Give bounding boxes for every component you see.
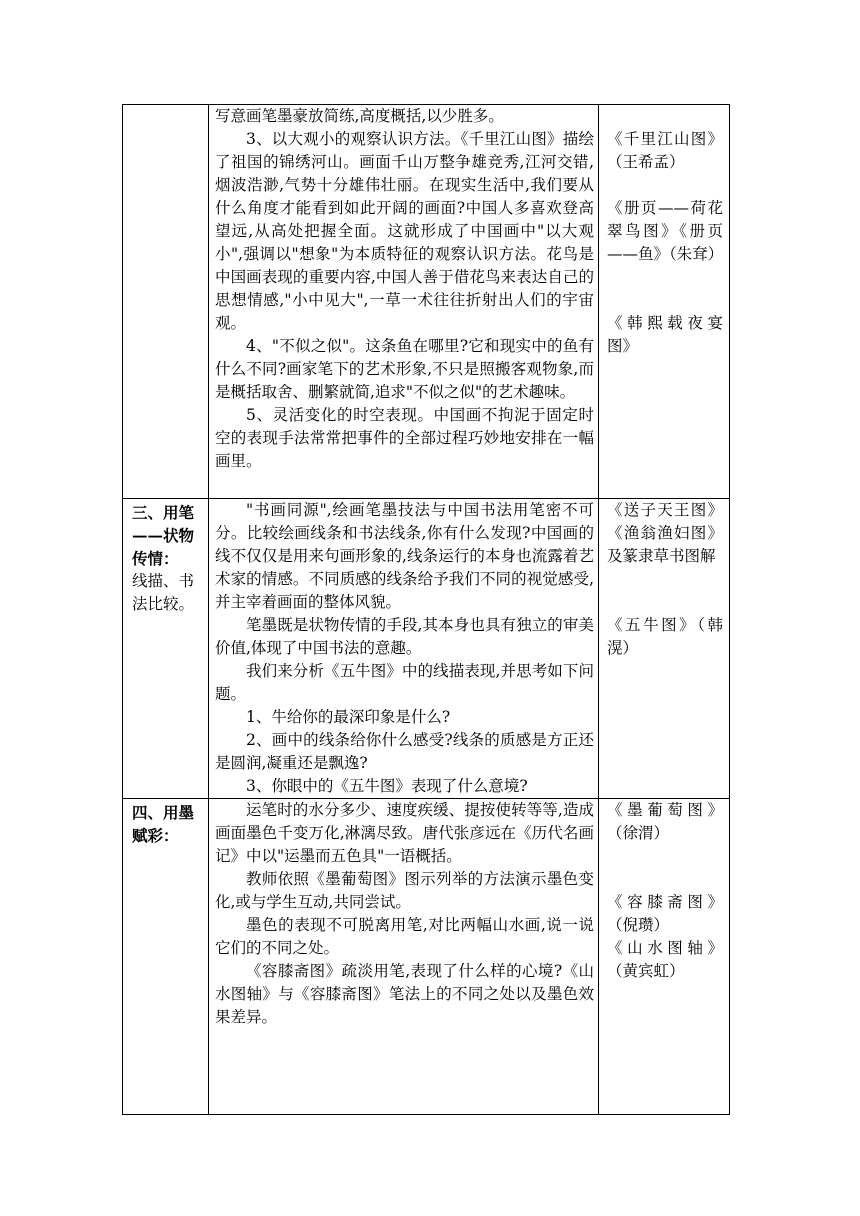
reference-cell	[599, 499, 730, 799]
stage-cell	[123, 799, 209, 1115]
stage-text: 线描、书法比较。	[132, 572, 195, 613]
content-cell	[209, 799, 599, 1115]
content-paragraph: 墨色的表现不可脱离用笔,对比两幅山水画,说一说它们的不同之处。	[215, 916, 594, 957]
content-paragraph: 3、以大观小的观察认识方法。《千里江山图》描绘了祖国的锦绣河山。画面千山万整争雄竞秀,江河交错,烟波浩渺,气势十分雄伟壮丽。在现实生活中,我们要从什么角度才能看到如此开阔的画面?中国人多喜欢登高望远,从高处把握全面。这就形成了中国画中"以大观小",强调以"想象"为本质特征的观察认识方法。花鸟是中国画表现的重要内容,中国人善于借花鸟来表达自己的思想情感,"小中见大",一草一术往往折射出人们的宇宙观。	[215, 130, 594, 332]
content-paragraph: 5、灵活变化的时空表现。中国画不拘泥于固定时空的表现手法常常把事件的全部过程巧妙地安排在一幅画里。	[215, 406, 594, 470]
table-row	[123, 499, 730, 799]
table-row	[123, 799, 730, 1115]
content-paragraph: 4、"不似之似"。这条鱼在哪里?它和现实中的鱼有什么不同?画家笔下的艺术形象,不只是照搬客观物象,而是概括取舍、删繁就简,追求"不似之似"的艺术趣味。	[215, 337, 594, 401]
content-paragraph: 2、画中的线条给你什么感受?线条的质感是方正还是圆润,凝重还是飘逸?	[215, 731, 594, 772]
content-paragraph: 我们来分析《五牛图》中的线描表现,并思考如下问题。	[215, 662, 594, 703]
content-paragraph: 3、你眼中的《五牛图》表现了什么意境?	[246, 777, 528, 795]
content-paragraph: 《容膝斋图》疏淡用笔,表现了什么样的心境?《山水图轴》与《容膝斋图》笔法上的不同之处以及墨色效果差异。	[215, 962, 594, 1026]
stage-heading: 四、用墨赋彩：	[132, 803, 195, 845]
content-paragraph: 写意画笔墨豪放简练,高度概括,以少胜多。	[215, 107, 504, 125]
stage-heading: 三、用笔——状物传情：	[132, 503, 195, 568]
reference-cell	[599, 105, 730, 499]
reference-artwork: 《墨葡萄图》（徐渭）	[607, 801, 723, 842]
reference-cell	[599, 799, 730, 1115]
content-paragraph: 教师依照《墨葡萄图》图示列举的方法演示墨色变化,或与学生互动,共同尝试。	[215, 870, 594, 911]
reference-artwork: 《容膝斋图》（倪瓒）	[607, 893, 723, 934]
reference-artwork: 《韩熙载夜宴图》	[607, 314, 723, 355]
table-row	[123, 105, 730, 499]
reference-artwork: 《山水图轴》（黄宾虹）	[607, 939, 723, 980]
stage-cell	[123, 499, 209, 799]
reference-artwork: 《五牛图》（韩滉）	[607, 616, 723, 657]
reference-artwork: 《送子天王图》《渔翁渔妇图》及篆隶草书图解	[607, 501, 723, 565]
reference-artwork: 《册页——荷花翠鸟图》《册页——鱼》（朱耷）	[607, 199, 724, 263]
content-paragraph: "书画同源",绘画笔墨技法与中国书法用笔密不可分。比较绘画线条和书法线条,你有什么发现?中国画的线不仅仅是用来句画形象的,线条运行的本身也流露着艺术家的情感。不同质感的线条给予我们不同的视觉感受,并主宰着画面的整体风貌。	[215, 501, 594, 611]
reference-artwork: 《千里江山图》（王希孟）	[607, 130, 723, 171]
content-paragraph: 笔墨既是状物传情的手段,其本身也具有独立的审美价值,体现了中国书法的意趣。	[215, 616, 594, 657]
content-cell	[209, 499, 599, 799]
stage-cell	[123, 105, 209, 499]
content-paragraph: 1、牛给你的最深印象是什么?	[246, 708, 451, 726]
content-cell	[209, 105, 599, 499]
content-paragraph: 运笔时的水分多少、速度疾缓、提按使转等等,造成画面墨色千变万化,淋漓尽致。唐代张彦远在《历代名画记》中以"运墨而五色具"一语概括。	[215, 801, 594, 865]
lesson-plan-table	[122, 104, 730, 1115]
